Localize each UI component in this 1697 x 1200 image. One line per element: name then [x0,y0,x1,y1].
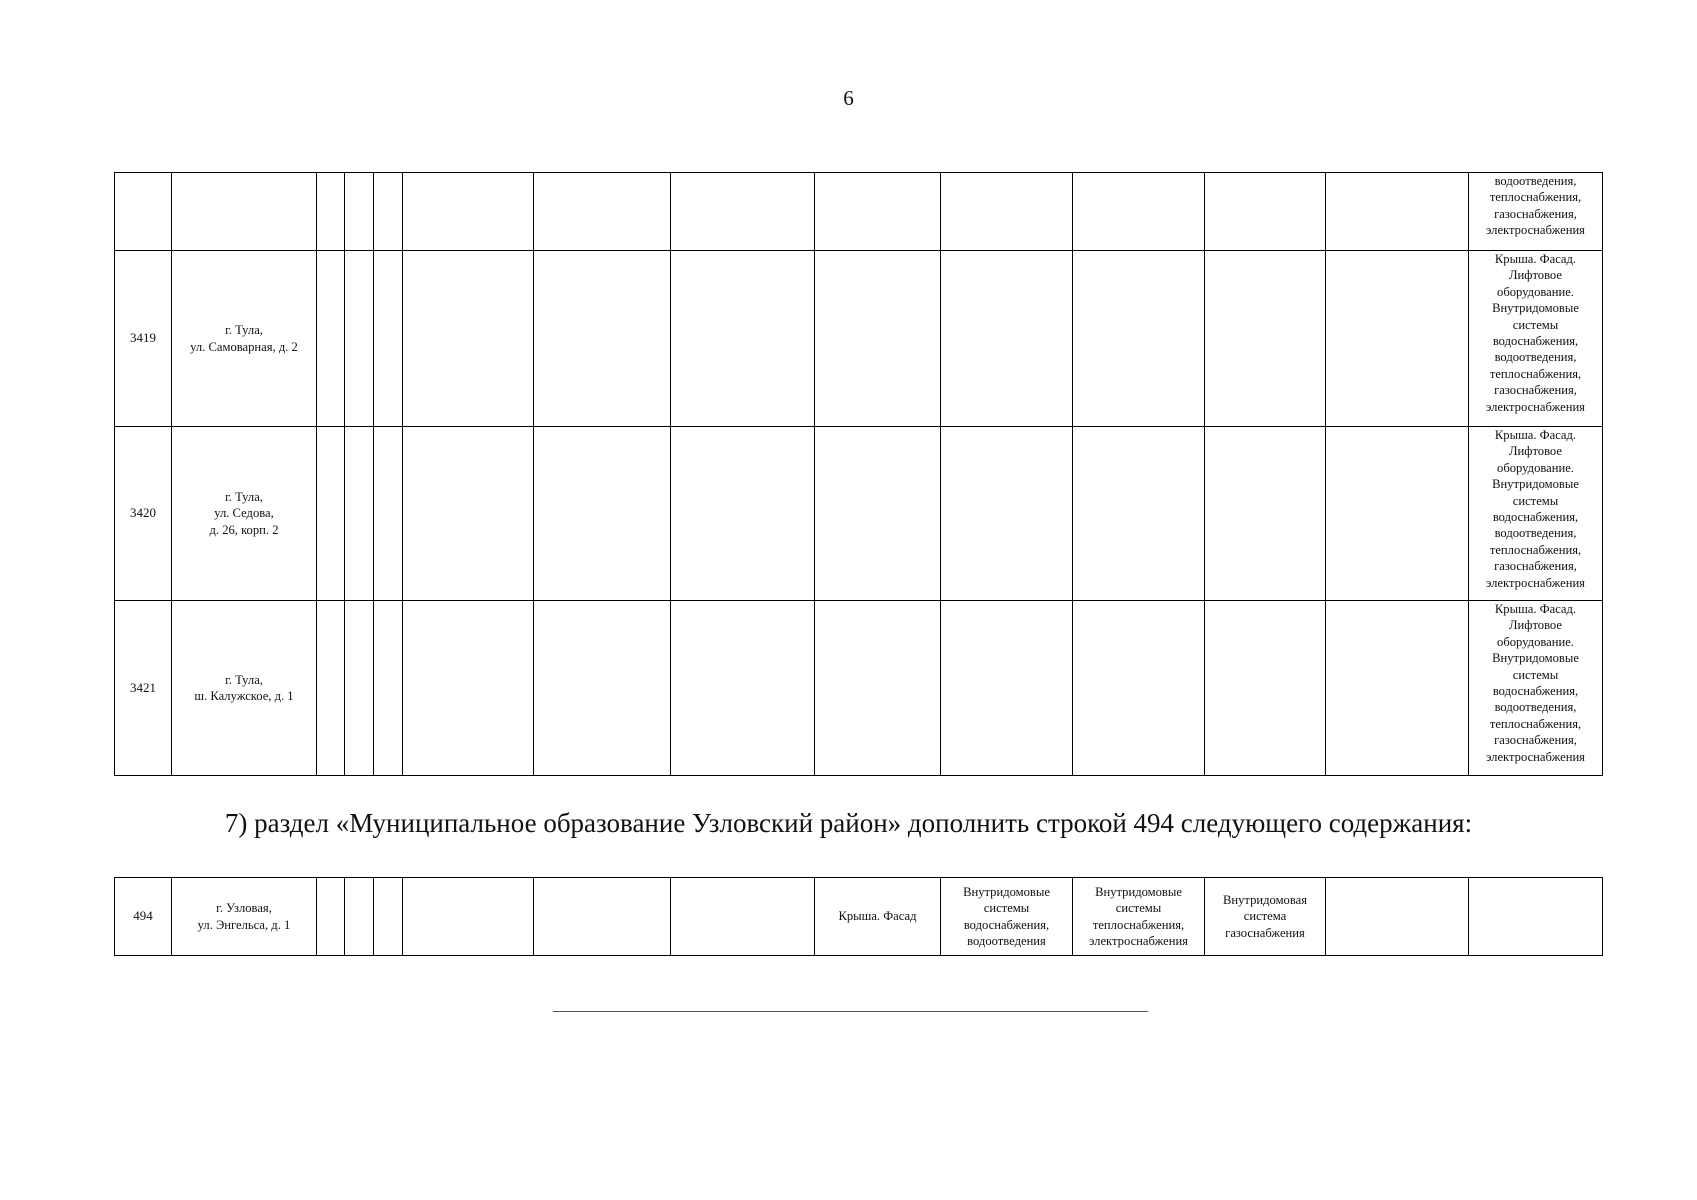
work-types-line: водоснабжения, [1492,510,1579,525]
work-types-line: оборудование. [1497,634,1574,649]
empty-cell [374,601,403,776]
empty-cell [534,251,671,427]
empty-cell [345,251,374,427]
work-types-line: водоотведения, [1494,174,1577,188]
work-types-line: системы [1115,901,1162,915]
empty-cell [345,173,374,251]
work-types-line: теплоснабжения, [1489,716,1582,731]
empty-cell [374,878,403,956]
empty-cell [1205,251,1326,427]
work-types-line: Внутридомовые [963,884,1050,899]
table-row [115,251,1603,427]
gas-cell [1205,878,1326,956]
empty-cell [403,251,534,427]
empty-cell [941,251,1073,427]
empty-cell [1326,173,1469,251]
empty-cell [317,173,345,251]
row-number [115,173,172,251]
work-types-line: газоснабжения, [1494,206,1577,221]
empty-cell [345,427,374,601]
work-types-cell [1469,173,1603,251]
horizontal-rule [553,1011,1148,1012]
work-types-line: теплоснабжения, [1092,917,1185,932]
address-line: ш. Калужское, д. 1 [194,689,294,703]
page-number: 6 [843,86,854,110]
row-number: 494 [115,878,172,956]
work-types-line: водоотведения, [1494,350,1577,365]
work-types-line: системы [1512,493,1559,508]
empty-cell [671,427,815,601]
repair-schedule-table [114,172,1603,776]
work-types-line: газоснабжения, [1494,733,1577,748]
empty-cell [1205,427,1326,601]
empty-cell [1326,878,1469,956]
empty-cell [534,878,671,956]
address-line: г. Узловая, [216,901,272,915]
empty-cell [403,601,534,776]
work-types-line: электроснабжения [1486,749,1585,764]
work-types-line: теплоснабжения, [1489,190,1582,205]
work-types-line: водоотведения [967,934,1046,948]
work-types-line: Крыша. Фасад [838,909,917,924]
work-types-line: Крыша. Фасад. [1494,428,1577,442]
work-types-line: Внутридомовая [1222,892,1308,907]
empty-cell [1326,601,1469,776]
empty-cell [345,601,374,776]
empty-cell [941,427,1073,601]
empty-cell [1073,251,1205,427]
empty-cell [1205,601,1326,776]
empty-cell [1073,173,1205,251]
work-types-line: электроснабжения [1486,575,1585,590]
address-line: д. 26, корп. 2 [209,522,279,537]
empty-cell [534,427,671,601]
empty-cell [671,173,815,251]
table-row [115,601,1603,776]
table-row [115,878,1603,956]
empty-cell [671,251,815,427]
row-number: 3421 [115,601,172,776]
address-cell [172,427,317,601]
empty-cell [815,427,941,601]
work-types-line: оборудование. [1497,284,1574,299]
work-types-line: теплоснабжения, [1489,366,1582,381]
address-cell [172,601,317,776]
work-types-line: Лифтовое [1509,618,1562,633]
address-line: г. Тула, [225,323,263,337]
work-types-line: теплоснабжения, [1489,542,1582,557]
work-types-line: водоснабжения, [1492,684,1579,699]
work-types-line: система [1243,909,1287,924]
work-types-line: Лифтовое [1509,444,1562,459]
work-types-line: Крыша. Фасад. [1494,252,1577,266]
row-number: 3420 [115,427,172,601]
empty-cell [374,251,403,427]
work-types-line: Внутридомовые [1492,651,1579,666]
empty-cell [815,601,941,776]
work-types-line: электроснабжения [1486,223,1585,238]
work-types-line: Крыша. Фасад. [1494,602,1577,616]
work-types-line: газоснабжения [1225,925,1305,940]
work-types-line: газоснабжения, [1494,383,1577,398]
work-types-cell [1469,427,1603,601]
work-types-line: водоотведения, [1494,526,1577,541]
empty-cell [403,427,534,601]
water-sewer-cell [941,878,1073,956]
empty-cell [1205,173,1326,251]
work-types-line: Лифтовое [1509,268,1562,283]
empty-cell [345,878,374,956]
work-types-cell [1469,601,1603,776]
table-row [115,427,1603,601]
empty-cell [941,601,1073,776]
empty-cell [317,601,345,776]
work-types-line: водоотведения, [1494,700,1577,715]
address-line: г. Тула, [225,672,263,687]
empty-cell [1326,427,1469,601]
work-types-line: Внутридомовые [1492,301,1579,316]
work-types-line: оборудование. [1497,460,1574,475]
table-row [115,173,1603,251]
empty-cell [403,173,534,251]
row-number: 3419 [115,251,172,427]
empty-cell [374,173,403,251]
empty-cell [534,601,671,776]
address-cell [172,878,317,956]
empty-cell [1073,427,1205,601]
empty-cell [1469,878,1603,956]
empty-cell [941,173,1073,251]
empty-cell [403,878,534,956]
empty-cell [671,878,815,956]
addition-row-table [114,877,1603,956]
empty-cell [671,601,815,776]
roof-facade-cell [815,878,941,956]
work-types-line: системы [1512,667,1559,682]
work-types-line: системы [1512,317,1559,332]
empty-cell [1326,251,1469,427]
section-heading: 7) раздел «Муниципальное образование Узловский район» дополнить строкой 494 следующего содержания: [224,808,1473,838]
work-types-line: системы [983,901,1030,915]
empty-cell [374,427,403,601]
address-line: г. Тула, [225,489,263,504]
work-types-line: электроснабжения [1089,934,1188,948]
heat-electric-cell [1073,878,1205,956]
empty-cell [815,251,941,427]
work-types-line: водоснабжения, [963,917,1050,932]
empty-cell [317,251,345,427]
empty-cell [815,173,941,251]
address-cell [172,173,317,251]
address-line: ул. Самоварная, д. 2 [190,339,298,354]
work-types-cell [1469,251,1603,427]
address-cell [172,251,317,427]
empty-cell [317,878,345,956]
work-types-line: водоснабжения, [1492,334,1579,349]
empty-cell [317,427,345,601]
address-line: ул. Седова, [214,506,274,521]
empty-cell [534,173,671,251]
work-types-line: Внутридомовые [1095,884,1182,899]
work-types-line: Внутридомовые [1492,477,1579,492]
work-types-line: электроснабжения [1486,399,1585,414]
work-types-line: газоснабжения, [1494,559,1577,574]
empty-cell [1073,601,1205,776]
address-line: ул. Энгельса, д. 1 [197,917,291,932]
